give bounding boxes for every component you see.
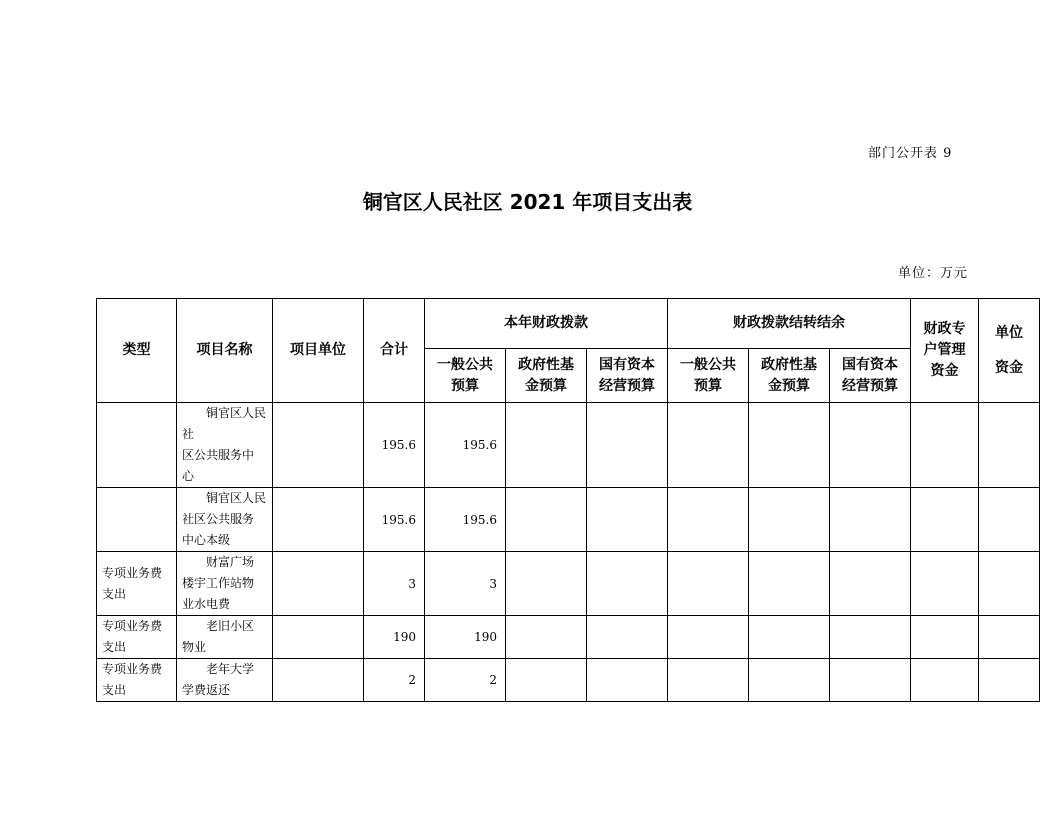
cell-empty: [979, 403, 1040, 488]
cell-empty: [506, 552, 587, 616]
header-project-name: 项目名称: [177, 299, 273, 403]
table-row: [97, 659, 1040, 702]
cell-empty: [506, 403, 587, 488]
cell-empty: [668, 552, 749, 616]
cell-type: [97, 488, 177, 552]
cell-empty: [911, 659, 979, 702]
cell-project-unit: [273, 488, 364, 552]
page-title: 铜官区人民社区 2021 年项目支出表: [362, 190, 693, 214]
header-carry-state-capital: 国有资本 经营预算: [830, 349, 911, 403]
header-state-capital: 国有资本 经营预算: [587, 349, 668, 403]
cell-empty: [749, 403, 830, 488]
header-gov-fund: 政府性基 金预算: [506, 349, 587, 403]
header-special-fund: 财政专 户管理 资金: [911, 299, 979, 403]
cell-empty: [749, 488, 830, 552]
cell-empty: [830, 616, 911, 659]
cell-empty: [587, 403, 668, 488]
cell-empty: [506, 488, 587, 552]
cell-project-unit: [273, 616, 364, 659]
cell-empty: [979, 659, 1040, 702]
table-row: [97, 488, 1040, 552]
cell-project-name: 老旧小区 物业: [177, 616, 273, 659]
cell-project-name: 铜官区人民社 区公共服务中 心: [177, 403, 273, 488]
cell-empty: [587, 552, 668, 616]
cell-empty: [979, 488, 1040, 552]
header-total: 合计: [364, 299, 425, 403]
cell-empty: [506, 616, 587, 659]
cell-total: 3: [364, 552, 425, 616]
cell-empty: [749, 616, 830, 659]
cell-general-budget: 195.6: [425, 403, 506, 488]
cell-empty: [911, 403, 979, 488]
cell-project-unit: [273, 403, 364, 488]
cell-type: 专项业务费 支出: [97, 552, 177, 616]
header-general-budget: 一般公共 预算: [425, 349, 506, 403]
cell-type: 专项业务费 支出: [97, 659, 177, 702]
cell-type: [97, 403, 177, 488]
table-row: [97, 552, 1040, 616]
header-unit-fund: 单位 资金: [979, 299, 1040, 403]
project-expenditure-table: [96, 298, 1040, 702]
cell-project-unit: [273, 659, 364, 702]
table-row: [97, 616, 1040, 659]
header-carry-gov-fund: 政府性基 金预算: [749, 349, 830, 403]
cell-empty: [830, 488, 911, 552]
cell-total: 195.6: [364, 488, 425, 552]
cell-empty: [506, 659, 587, 702]
form-number: 部门公开表 9: [868, 146, 953, 161]
header-current-year-group: 本年财政拨款: [425, 299, 668, 349]
cell-empty: [587, 616, 668, 659]
cell-empty: [979, 616, 1040, 659]
cell-empty: [668, 616, 749, 659]
cell-general-budget: 190: [425, 616, 506, 659]
cell-project-name: 财富广场 楼宇工作站物 业水电费: [177, 552, 273, 616]
header-project-unit: 项目单位: [273, 299, 364, 403]
cell-general-budget: 2: [425, 659, 506, 702]
table-row: [97, 403, 1040, 488]
cell-project-name: 老年大学 学费返还: [177, 659, 273, 702]
cell-empty: [911, 488, 979, 552]
cell-project-unit: [273, 552, 364, 616]
cell-project-name: 铜官区人民 社区公共服务 中心本级: [177, 488, 273, 552]
cell-empty: [668, 488, 749, 552]
header-carryover-group: 财政拨款结转结余: [668, 299, 911, 349]
cell-general-budget: 3: [425, 552, 506, 616]
cell-empty: [830, 403, 911, 488]
cell-total: 195.6: [364, 403, 425, 488]
cell-empty: [587, 488, 668, 552]
cell-empty: [830, 552, 911, 616]
header-carry-general-budget: 一般公共 预算: [668, 349, 749, 403]
unit-label: 单位：万元: [898, 266, 969, 281]
cell-empty: [911, 616, 979, 659]
cell-empty: [668, 403, 749, 488]
header-type: 类型: [97, 299, 177, 403]
cell-empty: [911, 552, 979, 616]
cell-type: 专项业务费 支出: [97, 616, 177, 659]
cell-empty: [979, 552, 1040, 616]
cell-general-budget: 195.6: [425, 488, 506, 552]
cell-total: 2: [364, 659, 425, 702]
cell-empty: [587, 659, 668, 702]
cell-empty: [668, 659, 749, 702]
cell-empty: [749, 659, 830, 702]
cell-total: 190: [364, 616, 425, 659]
cell-empty: [830, 659, 911, 702]
cell-empty: [749, 552, 830, 616]
